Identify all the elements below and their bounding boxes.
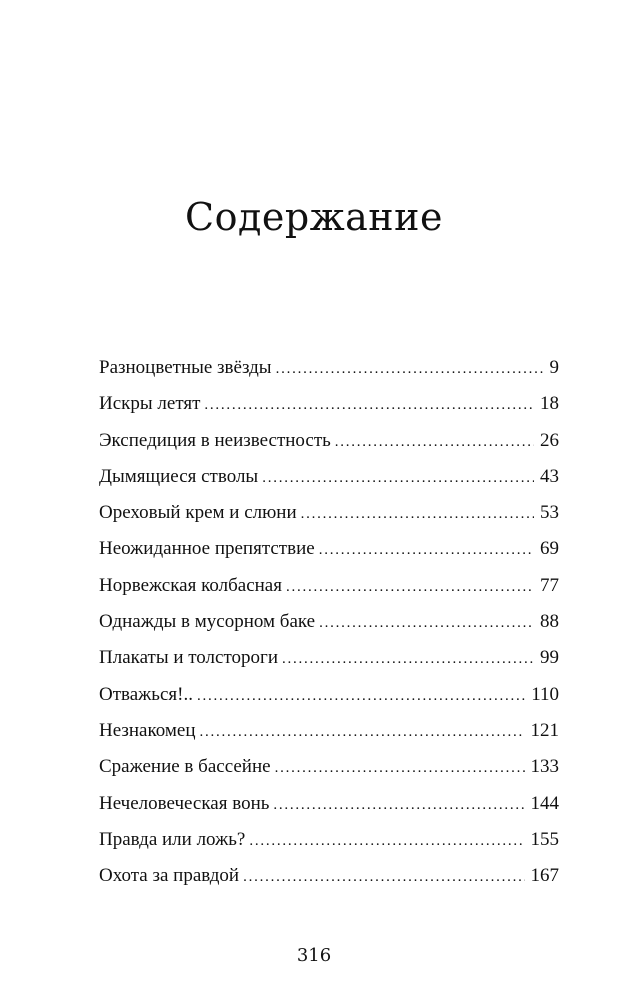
toc-entry-page: 144: [530, 792, 559, 814]
toc-entry: [99, 822, 559, 858]
dot-leader: [204, 387, 534, 423]
toc-entry-title: Нечеловеческая вонь: [99, 792, 270, 814]
toc-entry-title: Однажды в мусорном баке: [99, 611, 316, 633]
toc-entry-page: 110: [531, 683, 559, 705]
page-title: Содержание: [185, 195, 443, 239]
toc-entry-page: 43: [540, 465, 559, 487]
dot-leader: [197, 678, 525, 714]
toc-entry: [99, 568, 559, 604]
toc-entry-page: 69: [540, 538, 559, 560]
toc-entry-title: Дымящиеся стволы: [99, 465, 259, 487]
toc-entry-title: Сражение в бассейне: [99, 756, 271, 778]
toc-entry-title: Незнакомец: [99, 719, 196, 741]
toc-entry-title: Разноцветные звёзды: [99, 357, 272, 378]
dot-leader: [319, 605, 534, 641]
toc-entry-page: 53: [540, 502, 559, 524]
toc-entry-page: 133: [530, 756, 559, 778]
toc-entry-page: 77: [540, 574, 559, 596]
dot-leader: [200, 714, 525, 750]
dot-leader: [276, 351, 544, 387]
toc-entry-page: 121: [530, 719, 559, 741]
dot-leader: [273, 787, 524, 823]
toc-entry: [99, 677, 559, 713]
dot-leader: [249, 823, 524, 859]
dot-leader: [282, 641, 534, 677]
toc-entry: [99, 749, 559, 785]
dot-leader: [335, 424, 534, 460]
toc-entry-page: 155: [530, 828, 559, 850]
toc-entry-title: Норвежская колбасная: [99, 574, 282, 596]
dot-leader: [286, 569, 534, 605]
toc-entry: [99, 386, 559, 422]
toc-entry: [99, 495, 559, 531]
dot-leader: [301, 496, 534, 532]
toc-entry: [99, 786, 559, 822]
toc-entry: [99, 531, 559, 567]
toc-entry: [99, 350, 559, 386]
toc-entry-page: 99: [540, 647, 559, 669]
toc-entry-title: Искры летят: [99, 393, 201, 415]
toc-entry: [99, 459, 559, 495]
dot-leader: [243, 859, 524, 895]
toc-entry-title: Правда или ложь?: [99, 828, 246, 850]
toc-entry-title: Экспедиция в неизвестность: [99, 429, 331, 451]
toc-entry: [99, 640, 559, 676]
toc-entry: [99, 858, 559, 894]
dot-leader: [275, 750, 525, 786]
page-number: 316: [296, 945, 332, 966]
toc-entry-title: Неожиданное препятствие: [99, 538, 315, 560]
toc-entry-title: Отважься!..: [99, 683, 193, 705]
toc-entry-title: Ореховый крем и слюни: [99, 502, 297, 524]
toc-entry: [99, 604, 559, 640]
toc-entry-page: 88: [540, 611, 559, 633]
toc-entry-page: 18: [540, 393, 559, 415]
toc-entry-page: 167: [530, 865, 559, 887]
toc-entry: [99, 423, 559, 459]
table-of-contents: [99, 350, 559, 894]
toc-entry-title: Охота за правдой: [99, 865, 240, 887]
toc-entry-page: 26: [540, 429, 559, 451]
dot-leader: [262, 460, 534, 496]
toc-entry-page: 9: [549, 357, 559, 378]
dot-leader: [319, 532, 534, 568]
toc-entry: [99, 713, 559, 749]
toc-entry-title: Плакаты и толстороги: [99, 647, 278, 669]
